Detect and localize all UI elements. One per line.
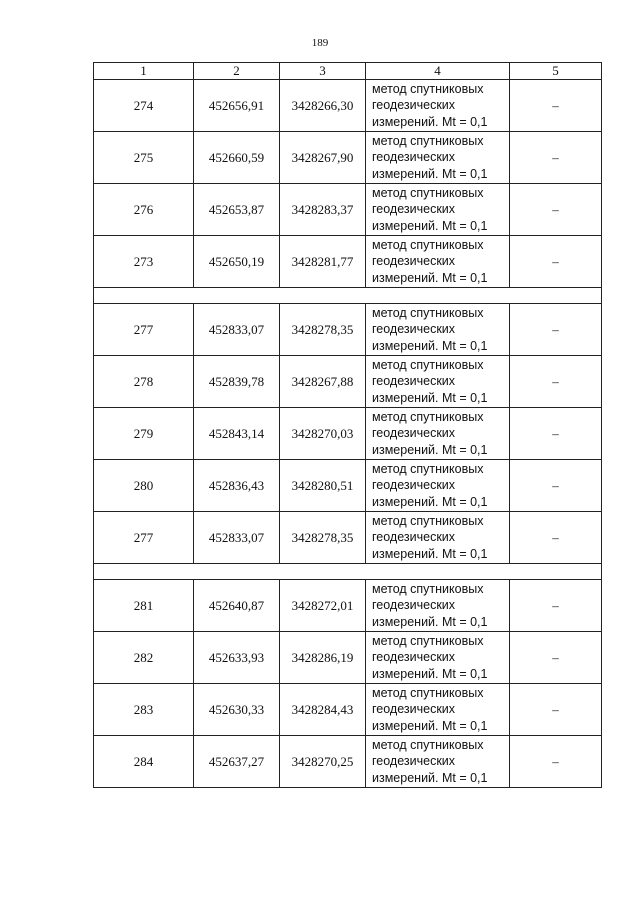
table-row: [94, 80, 602, 132]
coord-x: 452656,91: [194, 80, 280, 132]
method-description: метод спутниковых геодезических измерений. Mt = 0,1: [366, 736, 510, 788]
table-row: [94, 356, 602, 408]
coord-y: 3428267,90: [280, 132, 366, 184]
method-description: метод спутниковых геодезических измерений. Mt = 0,1: [366, 132, 510, 184]
note: –: [510, 132, 602, 184]
method-description: метод спутниковых геодезических измерений. Mt = 0,1: [366, 236, 510, 288]
point-number: 281: [94, 580, 194, 632]
coord-x: 452660,59: [194, 132, 280, 184]
coord-y: 3428283,37: [280, 184, 366, 236]
coord-y: 3428286,19: [280, 632, 366, 684]
table-row: [94, 184, 602, 236]
coord-y: 3428272,01: [280, 580, 366, 632]
method-description: метод спутниковых геодезических измерений. Mt = 0,1: [366, 356, 510, 408]
note: –: [510, 512, 602, 564]
coord-x: 452640,87: [194, 580, 280, 632]
method-description: метод спутниковых геодезических измерений. Mt = 0,1: [366, 632, 510, 684]
page-number: 189: [311, 37, 329, 49]
note: –: [510, 580, 602, 632]
coord-x: 452839,78: [194, 356, 280, 408]
point-number: 273: [94, 236, 194, 288]
coord-x: 452836,43: [194, 460, 280, 512]
coord-y: 3428281,77: [280, 236, 366, 288]
point-number: 275: [94, 132, 194, 184]
header-col-4: 4: [366, 63, 510, 80]
coord-y: 3428278,35: [280, 304, 366, 356]
coord-x: 452637,27: [194, 736, 280, 788]
method-description: метод спутниковых геодезических измерений. Mt = 0,1: [366, 512, 510, 564]
coord-x: 452650,19: [194, 236, 280, 288]
point-number: 277: [94, 304, 194, 356]
method-description: метод спутниковых геодезических измерений. Mt = 0,1: [366, 80, 510, 132]
point-number: 283: [94, 684, 194, 736]
header-row: [94, 63, 602, 80]
header-col-1: 1: [94, 63, 194, 80]
coord-y: 3428284,43: [280, 684, 366, 736]
point-number: 277: [94, 512, 194, 564]
method-description: метод спутниковых геодезических измерений. Mt = 0,1: [366, 184, 510, 236]
point-number: 279: [94, 408, 194, 460]
table-row: [94, 580, 602, 632]
group-separator: [94, 288, 602, 304]
note: –: [510, 184, 602, 236]
header-col-3: 3: [280, 63, 366, 80]
coord-x: 452833,07: [194, 512, 280, 564]
table-row: [94, 684, 602, 736]
table-row: [94, 236, 602, 288]
method-description: метод спутниковых геодезических измерений. Mt = 0,1: [366, 580, 510, 632]
group-separator: [94, 564, 602, 580]
note: –: [510, 408, 602, 460]
table-row: [94, 460, 602, 512]
point-number: 274: [94, 80, 194, 132]
coord-y: 3428278,35: [280, 512, 366, 564]
method-description: метод спутниковых геодезических измерений. Mt = 0,1: [366, 460, 510, 512]
coord-y: 3428270,25: [280, 736, 366, 788]
point-number: 284: [94, 736, 194, 788]
note: –: [510, 356, 602, 408]
coord-x: 452633,93: [194, 632, 280, 684]
coord-x: 452653,87: [194, 184, 280, 236]
note: –: [510, 80, 602, 132]
header-col-2: 2: [194, 63, 280, 80]
method-description: метод спутниковых геодезических измерений. Mt = 0,1: [366, 684, 510, 736]
table-row: [94, 632, 602, 684]
note: –: [510, 736, 602, 788]
table-row: [94, 304, 602, 356]
coord-x: 452843,14: [194, 408, 280, 460]
note: –: [510, 236, 602, 288]
point-number: 280: [94, 460, 194, 512]
coord-y: 3428267,88: [280, 356, 366, 408]
coord-x: 452833,07: [194, 304, 280, 356]
note: –: [510, 684, 602, 736]
note: –: [510, 304, 602, 356]
method-description: метод спутниковых геодезических измерений. Mt = 0,1: [366, 408, 510, 460]
table-row: [94, 512, 602, 564]
point-number: 276: [94, 184, 194, 236]
table-row: [94, 736, 602, 788]
point-number: 278: [94, 356, 194, 408]
header-col-5: 5: [510, 63, 602, 80]
note: –: [510, 632, 602, 684]
coord-y: 3428266,30: [280, 80, 366, 132]
method-description: метод спутниковых геодезических измерений. Mt = 0,1: [366, 304, 510, 356]
table-row: [94, 408, 602, 460]
point-number: 282: [94, 632, 194, 684]
note: –: [510, 460, 602, 512]
coord-x: 452630,33: [194, 684, 280, 736]
coordinates-table: [93, 62, 602, 788]
coord-y: 3428280,51: [280, 460, 366, 512]
coord-y: 3428270,03: [280, 408, 366, 460]
table-row: [94, 132, 602, 184]
